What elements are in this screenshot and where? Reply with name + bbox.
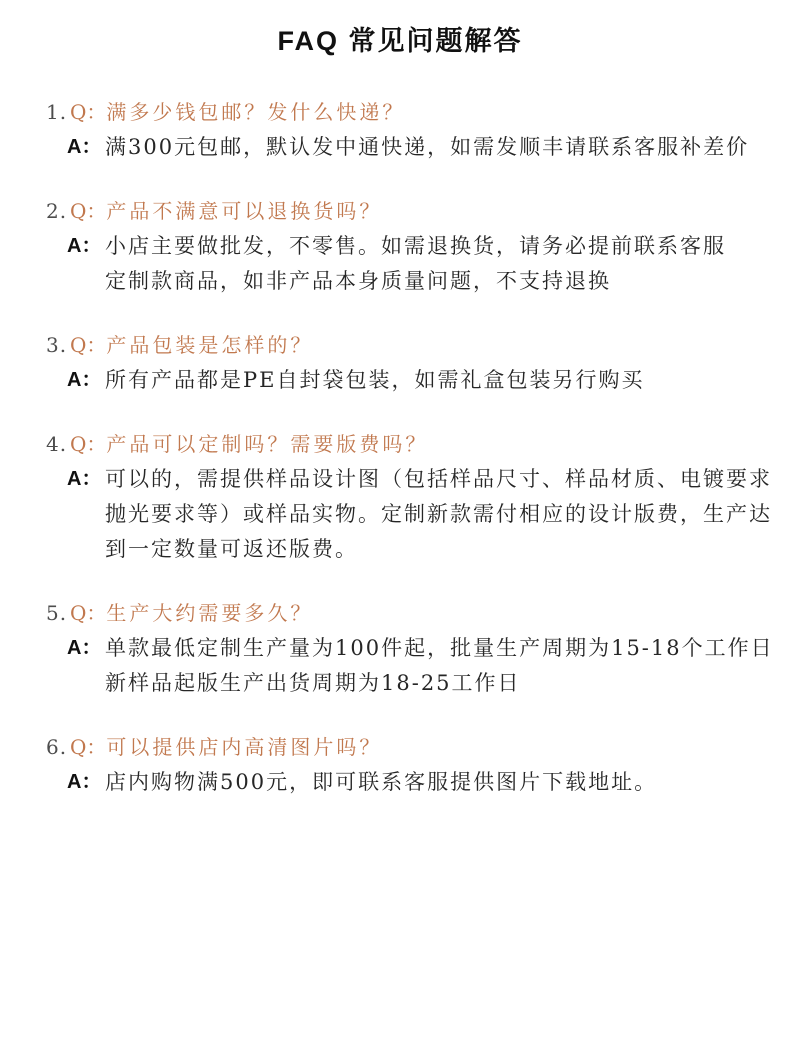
answer-row bbox=[0, 462, 800, 567]
answer-line: 定制款商品，如非产品本身质量问题，不支持退换 bbox=[105, 269, 611, 293]
question-label: Q： bbox=[70, 432, 107, 456]
question-text: 产品可以定制吗？需要版费吗？ bbox=[106, 432, 429, 456]
answer-row bbox=[0, 765, 800, 800]
question-row bbox=[0, 730, 800, 765]
question-number: 2. bbox=[46, 199, 68, 223]
faq-item bbox=[0, 95, 800, 165]
answer-lines bbox=[105, 631, 774, 701]
answer-lines bbox=[105, 130, 749, 165]
answer-line: 所有产品都是PE自封袋包装，如需礼盒包装另行购买 bbox=[105, 368, 645, 392]
question-label: Q： bbox=[70, 333, 107, 357]
answer-label: A： bbox=[67, 468, 102, 490]
question-text: 产品包装是怎样的？ bbox=[106, 333, 314, 357]
faq-item bbox=[0, 328, 800, 398]
answer-line: 单款最低定制生产量为100件起，批量生产周期为15-18个工作日 bbox=[105, 636, 774, 660]
question-row bbox=[0, 328, 800, 363]
question-text: 生产大约需要多久？ bbox=[106, 601, 314, 625]
question-row bbox=[0, 95, 800, 130]
answer-label: A： bbox=[67, 235, 102, 257]
answer-label: A： bbox=[67, 771, 102, 793]
answer-lines bbox=[105, 229, 726, 299]
answer-lines bbox=[105, 765, 657, 800]
answer-label: A： bbox=[67, 369, 102, 391]
answer-row bbox=[0, 229, 800, 299]
question-number: 3. bbox=[46, 333, 68, 357]
answer-line: 店内购物满500元，即可联系客服提供图片下载地址。 bbox=[105, 770, 658, 794]
answer-row bbox=[0, 363, 800, 398]
question-text: 可以提供店内高清图片吗？ bbox=[106, 735, 383, 759]
question-number: 5. bbox=[46, 601, 68, 625]
answer-line: 小店主要做批发，不零售。如需退换货，请务必提前联系客服 bbox=[105, 234, 726, 258]
answer-label: A： bbox=[67, 637, 102, 659]
question-row bbox=[0, 596, 800, 631]
answer-line: 新样品起版生产出货周期为18-25工作日 bbox=[105, 671, 521, 695]
faq-item bbox=[0, 730, 800, 800]
question-label: Q： bbox=[70, 199, 107, 223]
faq-item bbox=[0, 427, 800, 567]
question-number: 6. bbox=[46, 735, 68, 759]
faq-list bbox=[0, 95, 800, 800]
answer-line: 到一定数量可返还版费。 bbox=[105, 537, 358, 561]
question-row bbox=[0, 194, 800, 229]
answer-line: 可以的，需提供样品设计图（包括样品尺寸、样品材质、电镀要求 bbox=[105, 467, 772, 491]
answer-lines bbox=[105, 363, 644, 398]
question-label: Q： bbox=[70, 735, 107, 759]
question-label: Q： bbox=[70, 601, 107, 625]
faq-item bbox=[0, 194, 800, 299]
answer-row bbox=[0, 130, 800, 165]
answer-lines bbox=[105, 462, 772, 567]
question-label: Q： bbox=[70, 100, 107, 124]
answer-label: A： bbox=[67, 136, 102, 158]
question-text: 产品不满意可以退换货吗？ bbox=[106, 199, 383, 223]
question-text: 满多少钱包邮？发什么快递？ bbox=[106, 100, 406, 124]
question-row bbox=[0, 427, 800, 462]
faq-page bbox=[0, 25, 800, 800]
question-number: 1. bbox=[46, 100, 68, 124]
answer-row bbox=[0, 631, 800, 701]
page-title: FAQ 常见问题解答 bbox=[277, 26, 523, 56]
answer-line: 满300元包邮，默认发中通快递，如需发顺丰请联系客服补差价 bbox=[105, 135, 750, 159]
answer-line: 抛光要求等）或样品实物。定制新款需付相应的设计版费，生产达 bbox=[105, 502, 772, 526]
question-number: 4. bbox=[46, 432, 68, 456]
faq-item bbox=[0, 596, 800, 701]
